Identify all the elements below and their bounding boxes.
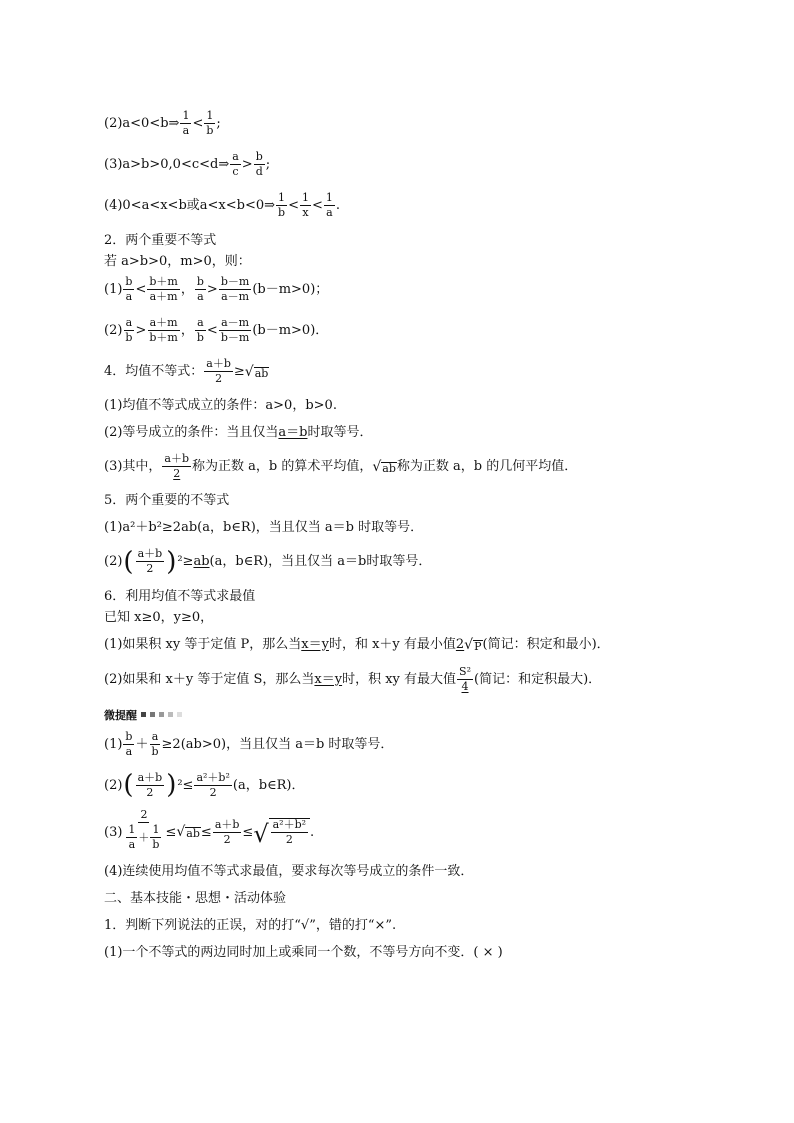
line-3 (104, 151, 704, 178)
fraction: $\frac{1}{a}$ (182, 109, 190, 138)
reminder-4: (4)连续使用均值不等式求最值，要求每次等号成立的条件一致． (104, 864, 474, 880)
line-4 (104, 192, 704, 219)
condition-line: 若 a>b>0，m>0，则： (104, 253, 251, 269)
given-line: 已知 x≥0，y≥0， (104, 609, 214, 625)
text: (4)0<a<x<b或a<x<b<0⇒ (104, 198, 276, 214)
text: ; (265, 157, 271, 173)
heading-2: 2．两个重要不等式 (104, 232, 217, 248)
ineq-1: (1)a²＋b²≥2ab(a，b∈R)，当且仅当 a＝b 时取等号． (104, 520, 424, 536)
fraction-ineq-2: (2) $\frac{a}{b}$ > $\frac{a+m}{b+m}$ ， $\frac{a}{b}$ < $\frac{a-m}{b-m}$ (b－m>0)． (104, 315, 329, 344)
text: < (311, 198, 323, 214)
micro-reminder-label: 微提醒 (104, 707, 704, 723)
square-icon (168, 712, 173, 717)
question-1-item-1: (1)一个不等式的两边同时加上或乘同一个数，不等号方向不变．( × ) (104, 945, 503, 961)
reminder-3: (3) 2 $\frac{1}{a}$ ＋ $\frac{1}{b}$ ≤ √ ab ≤ $\frac{a+b}{2}$ ≤ √ $\frac{\text{a²＋b²}}{2}$ . (104, 808, 315, 852)
fraction: $\frac{a}{c}$ (232, 150, 239, 179)
text: (3)a>b>0,0<c<d⇒ (104, 157, 230, 173)
document-page (104, 110, 704, 959)
square-icon (141, 712, 146, 717)
square-icon (177, 712, 182, 717)
section-2-heading: 二、基本技能・思想・活动体验 (104, 891, 287, 907)
text: . (335, 198, 341, 214)
square-icon (150, 712, 155, 717)
optimum-2: (2)如果和 x＋y 等于定值 S，那么当 x＝y 时，积 xy 有最大值 $\frac{\text{S²}}{4}$ (简记：和定积最大)． (104, 664, 602, 693)
text: > (241, 157, 253, 173)
fraction: $\frac{b}{d}$ (255, 150, 263, 179)
text: < (192, 116, 204, 132)
mean-3: (3)其中， $\frac{a+b}{2}$ 称为正数 a，b 的算术平均值， √ ab 称为正数 a，b 的几何平均值． (104, 452, 578, 481)
text: < (288, 198, 299, 214)
fraction: $\frac{1}{a}$ (325, 191, 333, 220)
mean-2: (2)等号成立的条件：当且仅当 a＝b 时取等号． (104, 425, 373, 441)
heading-6: 6．利用均值不等式求最值 (104, 588, 256, 604)
optimum-1: (1)如果积 xy 等于定值 P，那么当 x＝y 时，和 x＋y 有最小值 2 √ P (简记：积定和最小)． (104, 636, 610, 653)
fraction: $\frac{1}{b}$ (206, 109, 214, 138)
text: ; (216, 116, 221, 132)
heading-4: 4．均值不等式： $\frac{a+b}{2}$ ≥ √ ab (104, 356, 269, 386)
reminder-1: (1) $\frac{b}{a}$ ＋ $\frac{a}{b}$ ≥2(ab>0)，当且仅当 a＝b 时取等号． (104, 729, 394, 758)
square-icon (159, 712, 164, 717)
fraction-ineq-1: (1) $\frac{b}{a}$ < $\frac{b+m}{a+m}$ ， $\frac{b}{a}$ > $\frac{b-m}{a-m}$ (b－m>0)； (104, 274, 329, 303)
fraction: $\frac{1}{b}$ (278, 191, 286, 220)
ineq-2: (2) ( $\frac{a+b}{2}$ ) ²≥ ab (a，b∈R)，当且仅当 a＝b时取等号． (104, 546, 432, 577)
reminder-2: (2) ( $\frac{a+b}{2}$ ) ²≤ $\frac{\text{a²＋b²}}{2}$ (a，b∈R)． (104, 770, 305, 801)
question-1: 1．判断下列说法的正误，对的打“√”，错的打“×”. (104, 918, 397, 934)
line-2 (104, 110, 704, 137)
fraction: $\frac{1}{x}$ (301, 191, 309, 220)
text: (2)a<0<b⇒ (104, 116, 180, 132)
mean-1: (1)均值不等式成立的条件：a>0，b>0. (104, 398, 337, 414)
heading-5: 5．两个重要的不等式 (104, 493, 230, 509)
